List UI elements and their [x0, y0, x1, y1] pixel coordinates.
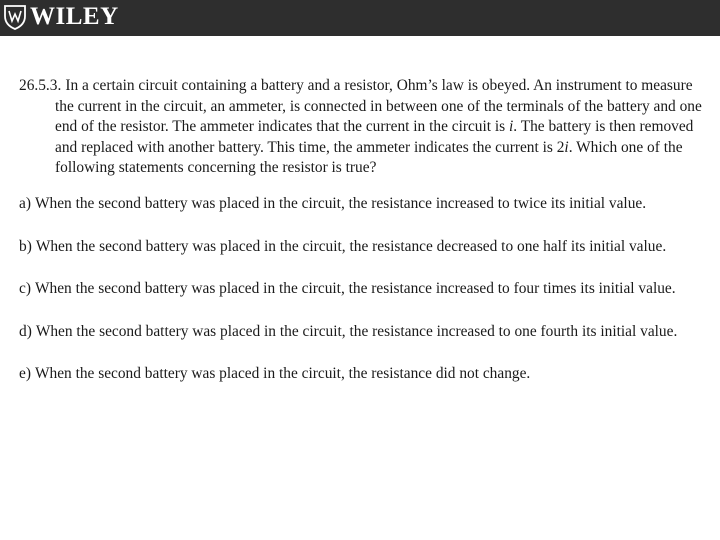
question-text-part-1: In a certain circuit containing a battery and a resistor, Ohm’s law is obeyed. An instrument to measure the current in the circuit, an ammeter, is connected in between one of the terminals of the battery and one end of the resistor. The ammeter indicates that the current in the circuit is — [55, 77, 702, 136]
option-a — [19, 194, 709, 215]
wiley-shield-icon — [3, 4, 27, 30]
current-variable: i — [564, 138, 569, 156]
option-c — [19, 279, 709, 300]
option-text: When the second battery was placed in the circuit, the resistance increased to four times its initial value. — [34, 280, 676, 298]
option-d — [19, 322, 709, 343]
question-text — [19, 76, 709, 179]
option-text: When the second battery was placed in the circuit, the resistance decreased to one half its initial value. — [35, 237, 667, 255]
option-e — [19, 364, 709, 385]
option-label: a) — [19, 194, 31, 212]
question-text-part-2: . The battery is then removed and replaced with another battery. This time, the ammeter indicates the current is 2 — [55, 118, 694, 156]
option-text: When the second battery was placed in the circuit, the resistance did not change. — [34, 365, 531, 383]
option-text: When the second battery was placed in the circuit, the resistance increased to one fourth its initial value. — [35, 322, 678, 340]
option-label: b) — [19, 237, 32, 255]
header-bar — [0, 0, 720, 36]
option-label: c) — [19, 280, 31, 298]
logo-text: WILEY — [30, 3, 119, 30]
option-b — [19, 237, 709, 258]
current-variable: i — [509, 118, 514, 136]
slide-content — [19, 76, 709, 407]
question-number: 26.5.3. — [19, 77, 62, 94]
wiley-logo — [3, 4, 119, 30]
option-label: d) — [19, 322, 32, 340]
option-label: e) — [19, 365, 31, 383]
question-text-part-3: . Which one of the following statements concerning the resistor is true? — [55, 138, 683, 177]
option-text: When the second battery was placed in the circuit, the resistance increased to twice its initial value. — [34, 194, 647, 212]
